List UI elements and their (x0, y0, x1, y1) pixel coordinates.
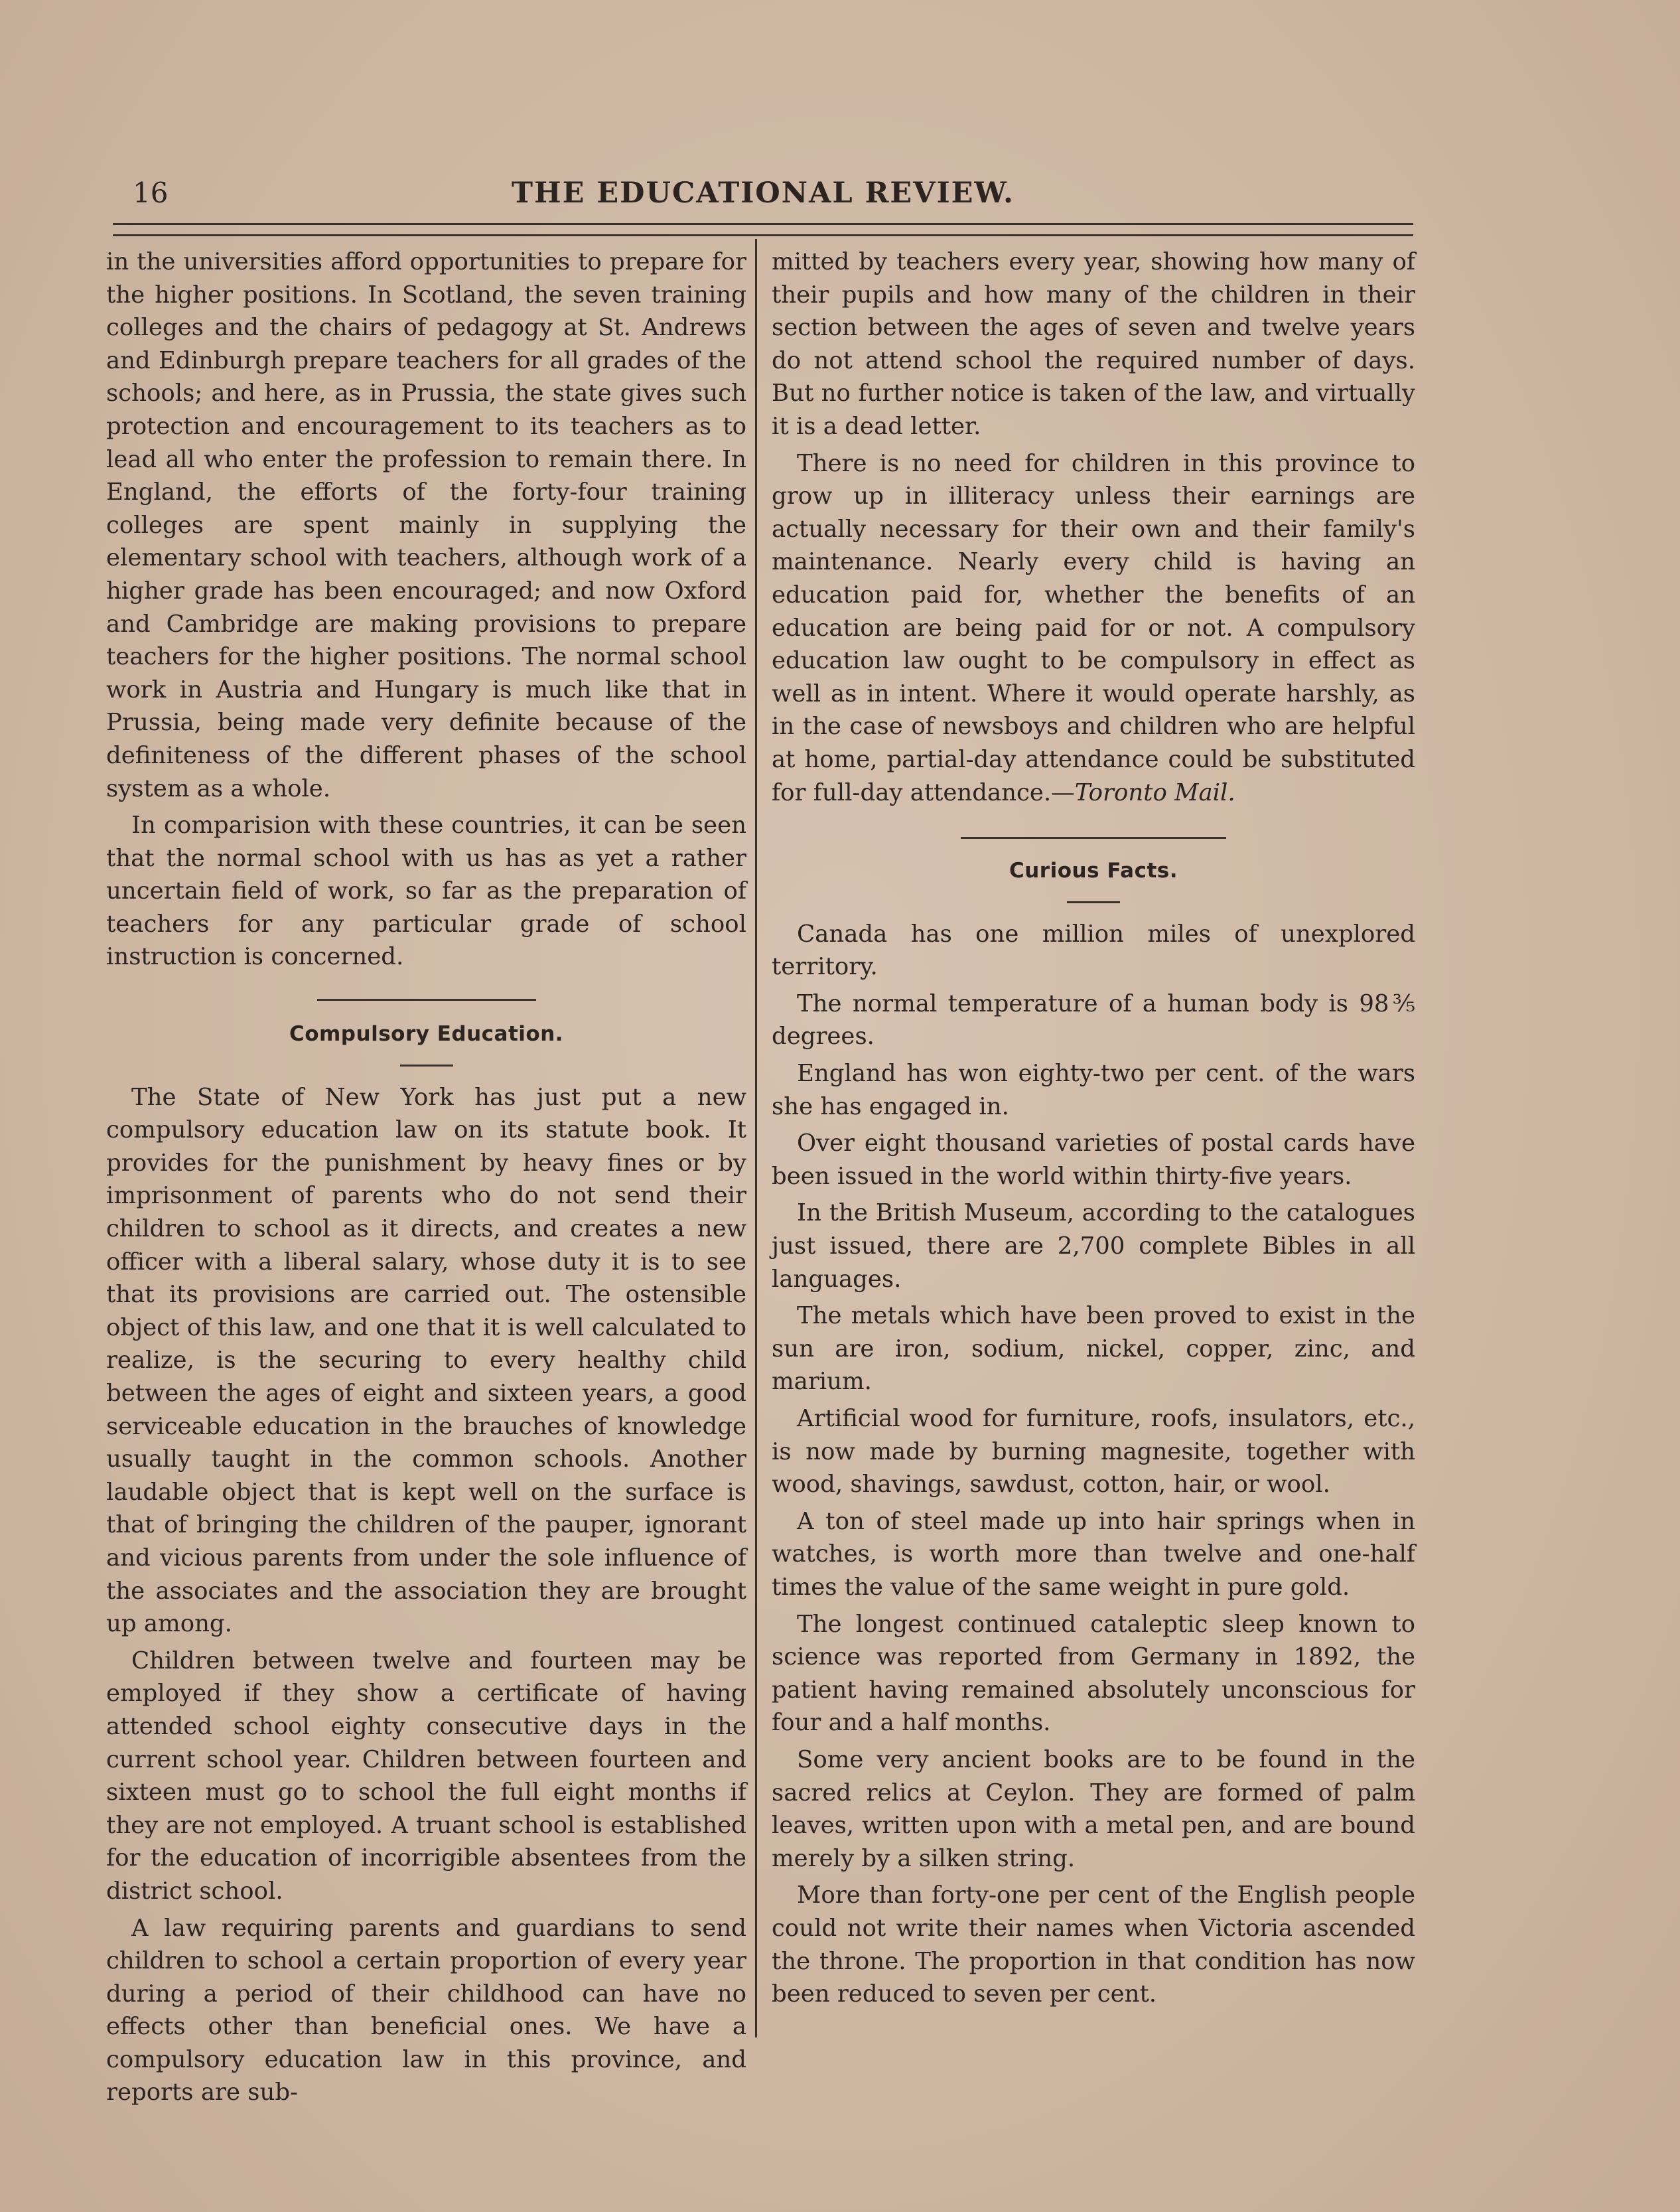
heading-underline (400, 1065, 453, 1067)
right-paragraph-2 (772, 447, 1415, 810)
section-divider-rule (317, 999, 536, 1001)
right-paragraph-1: mitted by teachers every year, showing how many of their pupils and how many of the children in their section between the ages of seven and twelve years do not attend school the required number of days. But no further notice is taken of the law, and virtually it is a dead letter. (772, 248, 1415, 440)
left-paragraph-5: A law requiring parents and guardians to send children to school a certain proportion of every year during a period of their childhood can have no effects other than beneficial ones. We have a compulsory education law in this province, and reports are sub- (106, 1914, 746, 2106)
left-paragraph-1: in the universities afford opportunities to prepare for the higher positions. In Scotland, the seven training colleges and the chairs of pedagogy at St. Andrews and Edinburgh prepare teachers for all grades of the schools; and here, as in Prussia, the state gives such protection and encouragement to its teachers as to lead all who enter the profession to remain there. In England, the efforts of the forty-four training colleges are spent mainly in supplying the elementary school with teachers, although work of a higher grade has been encouraged; and now Oxford and Cambridge are making provisions to prepare teachers for the higher positions. The normal school work in Austria and Hungary is much like that in Prussia, being made very definite because of the definiteness of the different phases of the school system as a whole. (106, 248, 746, 802)
left-paragraph-3: The State of New York has just put a new compulsory education law on its statute book. It provides for the punishment by heavy fines or by imprisonment of parents who do not send their children to school as it directs, and creates a new officer with a liberal salary, whose duty it is to see that its provisions are carried out. The ostensible object of this law, and one that it is well calculated to realize, is the securing to every healthy child between the ages of eight and sixteen years, a good serviceable education in the brauches of knowledge usually taught in the common schools. Another laudable object that is kept well on the surface is that of bringing the children of the pauper, ignorant and vicious parents from under the sole influence of the associates and the association they are brought up among. (106, 1083, 746, 1638)
fact-item: The metals which have been proved to exist in the sun are iron, sodium, nickel, copper, zinc, and marium. (772, 1302, 1415, 1396)
curious-facts-heading: Curious Facts. (1009, 859, 1178, 883)
column-divider (755, 239, 757, 2037)
fact-item: The normal temperature of a human body is 98⅗ degrees. (772, 990, 1415, 1051)
page-number: 16 (133, 177, 169, 209)
page-header (113, 174, 1413, 214)
heading-underline (1067, 901, 1120, 903)
fact-item: More than forty-one per cent of the English people could not write their names when Victoria ascended the throne. The proportion in that condition has now been reduced to seven per cent. (772, 1881, 1415, 2008)
section-divider-rule (961, 837, 1226, 839)
left-paragraph-4: Children between twelve and fourteen may be employed if they show a certificate of having attended school eighty consecutive days in the current school year. Children between fourteen and sixteen must go to school the full eight months if they are not employed. A truant school is established for the education of incorrigible absentees from the district school. (106, 1647, 746, 1905)
fact-item: The longest continued cataleptic sleep known to science was reported from Germany in 1892, the patient having remained absolutely unconscious for four and a half months. (772, 1610, 1415, 1737)
fact-item: England has won eighty-two per cent. of the wars she has engaged in. (772, 1060, 1415, 1120)
fact-item: In the British Museum, according to the catalogues just issued, there are 2,700 complete Bibles in all languages. (772, 1199, 1415, 1293)
fact-item: Some very ancient books are to be found in the sacred relics at Ceylon. They are formed of palm leaves, written upon with a metal pen, and are bound merely by a silken string. (772, 1745, 1415, 1872)
compulsory-education-heading: Compulsory Education. (289, 1022, 564, 1047)
left-column (106, 246, 746, 2109)
fact-item: Artificial wood for furniture, roofs, insulators, etc., is now made by burning magnesite, together with wood, shavings, sawdust, cotton, hair, or wool. (772, 1405, 1415, 1499)
journal-title: THE EDUCATIONAL REVIEW. (512, 177, 1015, 210)
header-double-rule (113, 223, 1413, 236)
fact-item: Canada has one million miles of unexplored territory. (772, 920, 1415, 981)
fact-item: A ton of steel made up into hair springs when in watches, is worth more than twelve and one-half times the value of the same weight in pure gold. (772, 1507, 1415, 1601)
left-paragraph-2: In comparision with these countries, it can be seen that the normal school with us has as yet a rather uncertain field of work, so far as the preparation of teachers for any particular grade of school instruction is concerned. (106, 812, 746, 971)
fact-item: Over eight thousand varieties of postal cards have been issued in the world within thirty-five years. (772, 1130, 1415, 1190)
right-paragraph-2-text: There is no need for children in this province to grow up in illiteracy unless their earnings are actually necessary for their own and their family's maintenance. Nearly every child is having an education paid for, whether the benefits of an education are being paid for or not. A compulsory education law ought to be compulsory in effect as well as in intent. Where it would operate harshly, as in the case of newsboys and children who are helpful at home, partial-day attendance could be substituted for full-day attendance.— (772, 449, 1415, 806)
right-column (772, 246, 1415, 2011)
source-citation: Toronto Mail. (1074, 778, 1235, 806)
